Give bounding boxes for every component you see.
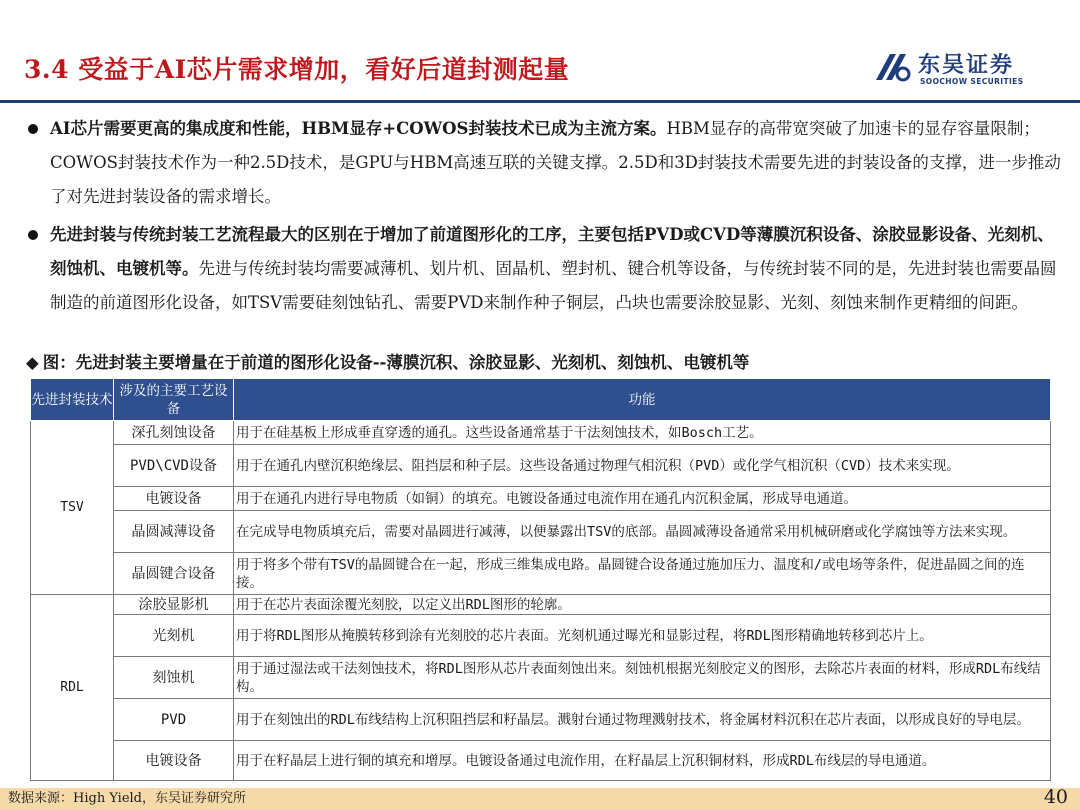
page-number: 40 xyxy=(1043,786,1068,808)
brand-name-en: SOOCHOW SECURITIES xyxy=(920,77,1024,86)
function-cell: 用于在通孔内进行导电物质（如铜）的填充。电镀设备通过电流作用在通孔内沉积金属，形成导电通道。 xyxy=(234,487,1051,511)
brand-logo-block xyxy=(860,46,1060,92)
equipment-cell: 晶圆减薄设备 xyxy=(114,511,234,553)
function-cell: 在完成导电物质填充后，需要对晶圆进行减薄，以便暴露出TSV的底部。晶圆减薄设备通常采用机械研磨或化学腐蚀等方法来实现。 xyxy=(234,511,1051,553)
equipment-cell: 电镀设备 xyxy=(114,487,234,511)
table-row xyxy=(31,741,1051,781)
bullet-lead: 先进封装与传统封装工艺流程最大的区别在于增加了前道图形化的工序，主要包括PVD或CVD等薄膜沉积设备、涂胶显影设备、光刻机、刻蚀机、电镀机等。 xyxy=(50,225,1054,278)
function-cell: 用于在刻蚀出的RDL布线结构上沉积阻挡层和籽晶层。溅射台通过物理溅射技术，将金属材料沉积在芯片表面，以形成良好的导电层。 xyxy=(234,699,1051,741)
function-cell: 用于通过湿法或干法刻蚀技术，将RDL图形从芯片表面刻蚀出来。刻蚀机根据光刻胶定义的图形，去除芯片表面的材料，形成RDL布线结构。 xyxy=(234,657,1051,699)
equipment-table xyxy=(30,378,1051,781)
bullet-lead: AI芯片需要更高的集成度和性能，HBM显存+COWOS封装技术已成为主流方案。 xyxy=(50,119,667,138)
brand-name-cn: 东吴证券 xyxy=(918,53,1015,78)
function-cell: 用于将RDL图形从掩膜转移到涂有光刻胶的芯片表面。光刻机通过曝光和显影过程，将RDL图形精确地转移到芯片上。 xyxy=(234,615,1051,657)
header-process: 先进封装技术 xyxy=(31,379,114,421)
header-function: 功能 xyxy=(234,379,1051,421)
figure-caption-text: 图：先进封装主要增量在于前道的图形化设备--薄膜沉积、涂胶显影、光刻机、刻蚀机、电镀机等 xyxy=(42,353,750,372)
equipment-table-wrapper xyxy=(30,378,1050,781)
table-row xyxy=(31,445,1051,487)
bullet-list xyxy=(22,112,1062,324)
equipment-cell: 电镀设备 xyxy=(114,741,234,781)
table-row xyxy=(31,553,1051,595)
equipment-cell: PVD xyxy=(114,699,234,741)
equipment-cell: 晶圆键合设备 xyxy=(114,553,234,595)
function-cell: 用于在硅基板上形成垂直穿透的通孔。这些设备通常基于干法刻蚀技术，如Bosch工艺。 xyxy=(234,421,1051,445)
header-equipment: 涉及的主要工艺设备 xyxy=(114,379,234,421)
bullet-body: 先进与传统封装均需要减薄机、划片机、固晶机、塑封机、键合机等设备，与传统封装不同的是，先进封装也需要晶圆制造的前道图形化设备，如TSV需要硅刻蚀钻孔、需要PVD来制作种子铜层，凸块也需要涂胶显影、光刻、刻蚀来制作更精细的间距。 xyxy=(50,259,1057,312)
function-cell: 用于在籽晶层上进行铜的填充和增厚。电镀设备通过电流作用，在籽晶层上沉积铜材料，形成RDL布线层的导电通道。 xyxy=(234,741,1051,781)
table-row xyxy=(31,421,1051,445)
equipment-cell: 刻蚀机 xyxy=(114,657,234,699)
soochow-logo-icon xyxy=(870,50,912,84)
table-row xyxy=(31,657,1051,699)
bullet-item xyxy=(22,218,1062,320)
equipment-cell: 涂胶显影机 xyxy=(114,595,234,615)
equipment-cell: 光刻机 xyxy=(114,615,234,657)
process-cell-tsv: TSV xyxy=(31,421,114,595)
process-cell-rdl: RDL xyxy=(31,595,114,781)
bullet-item xyxy=(22,112,1062,214)
function-cell: 用于在通孔内壁沉积绝缘层、阻挡层和种子层。这些设备通过物理气相沉积（PVD）或化学气相沉积（CVD）技术来实现。 xyxy=(234,445,1051,487)
slide-title: 3.4 受益于AI芯片需求增加，看好后道封测起量 xyxy=(24,55,570,84)
table-row xyxy=(31,487,1051,511)
table-row xyxy=(31,595,1051,615)
bullet-body: HBM显存的高带宽突破了加速卡的显存容量限制；COWOS封装技术作为一种2.5D技术，是GPU与HBM高速互联的关键支撑。2.5D和3D封装技术需要先进的封装设备的支撑，进一步推动了对先进封装设备的需求增长。 xyxy=(50,119,1061,206)
table-row xyxy=(31,615,1051,657)
table-row xyxy=(31,699,1051,741)
figure-caption xyxy=(26,351,749,375)
function-cell: 用于在芯片表面涂覆光刻胶，以定义出RDL图形的轮廓。 xyxy=(234,595,1051,615)
slide-header xyxy=(0,0,1080,102)
header-divider xyxy=(0,100,1080,103)
bullet-dot-icon xyxy=(28,124,38,134)
function-cell: 用于将多个带有TSV的晶圆键合在一起，形成三维集成电路。晶圆键合设备通过施加压力、温度和/或电场等条件，促进晶圆之间的连接。 xyxy=(234,553,1051,595)
table-header-row xyxy=(31,379,1051,421)
diamond-icon: ◆ xyxy=(26,353,39,372)
equipment-cell: 深孔刻蚀设备 xyxy=(114,421,234,445)
table-row xyxy=(31,511,1051,553)
bullet-dot-icon xyxy=(28,230,38,240)
data-source: 数据来源：High Yield，东吴证券研究所 xyxy=(8,791,247,806)
equipment-cell: PVD\CVD设备 xyxy=(114,445,234,487)
